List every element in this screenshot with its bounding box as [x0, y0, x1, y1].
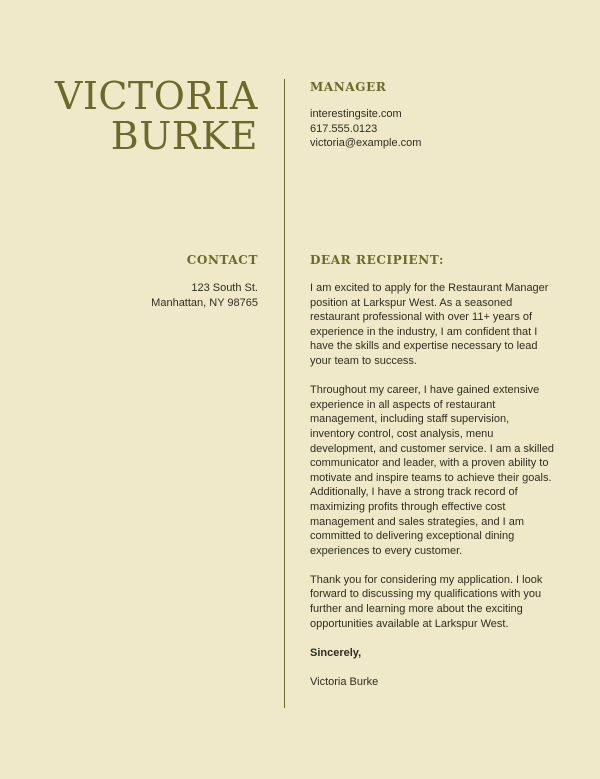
- letter-paragraph-2: Throughout my career, I have gained extensive experience in all aspects of restaurant management, including staff supervision, inventory control, cost analysis, menu development, and customer service. I am a skilled communicator and leader, with a proven ability to motivate and inspire teams to achieve their goals. Additionally, I have a strong track record of maximizing profits through effective cost management and sales strategies, and I am committed to delivering exceptional dining experiences to every customer.: [310, 384, 554, 557]
- contact-heading: CONTACT: [186, 253, 258, 267]
- address-line-2: Manhattan, NY 98765: [151, 296, 258, 309]
- contact-links: [310, 107, 421, 151]
- vertical-divider: [284, 79, 285, 708]
- job-title: MANAGER: [310, 80, 387, 94]
- address: [151, 281, 258, 310]
- first-name: VICTORIA: [54, 74, 258, 118]
- letter-paragraph-3: Thank you for considering my application. I look forward to discussing my qualifications with you further and learning more about the exciting opportunities available at Larkspur West.: [310, 573, 543, 630]
- email-link[interactable]: victoria@example.com: [310, 137, 422, 150]
- closing: Sincerely,: [310, 646, 362, 659]
- last-name: BURKE: [110, 114, 258, 158]
- letter-body: [310, 281, 556, 704]
- phone-number: 617.555.0123: [310, 122, 378, 135]
- signature-name: Victoria Burke: [310, 676, 379, 689]
- letter-paragraph-1: I am excited to apply for the Restaurant Manager position at Larkspur West. As a seasoned restaurant professional with over 11+ years of experience in the industry, I am confident that I have the skills and expertise necessary to lead your team to success.: [310, 282, 549, 367]
- salutation: DEAR RECIPIENT:: [310, 253, 444, 267]
- address-line-1: 123 South St.: [191, 282, 258, 294]
- website-link[interactable]: interestingsite.com: [310, 108, 402, 120]
- applicant-name: [55, 76, 258, 156]
